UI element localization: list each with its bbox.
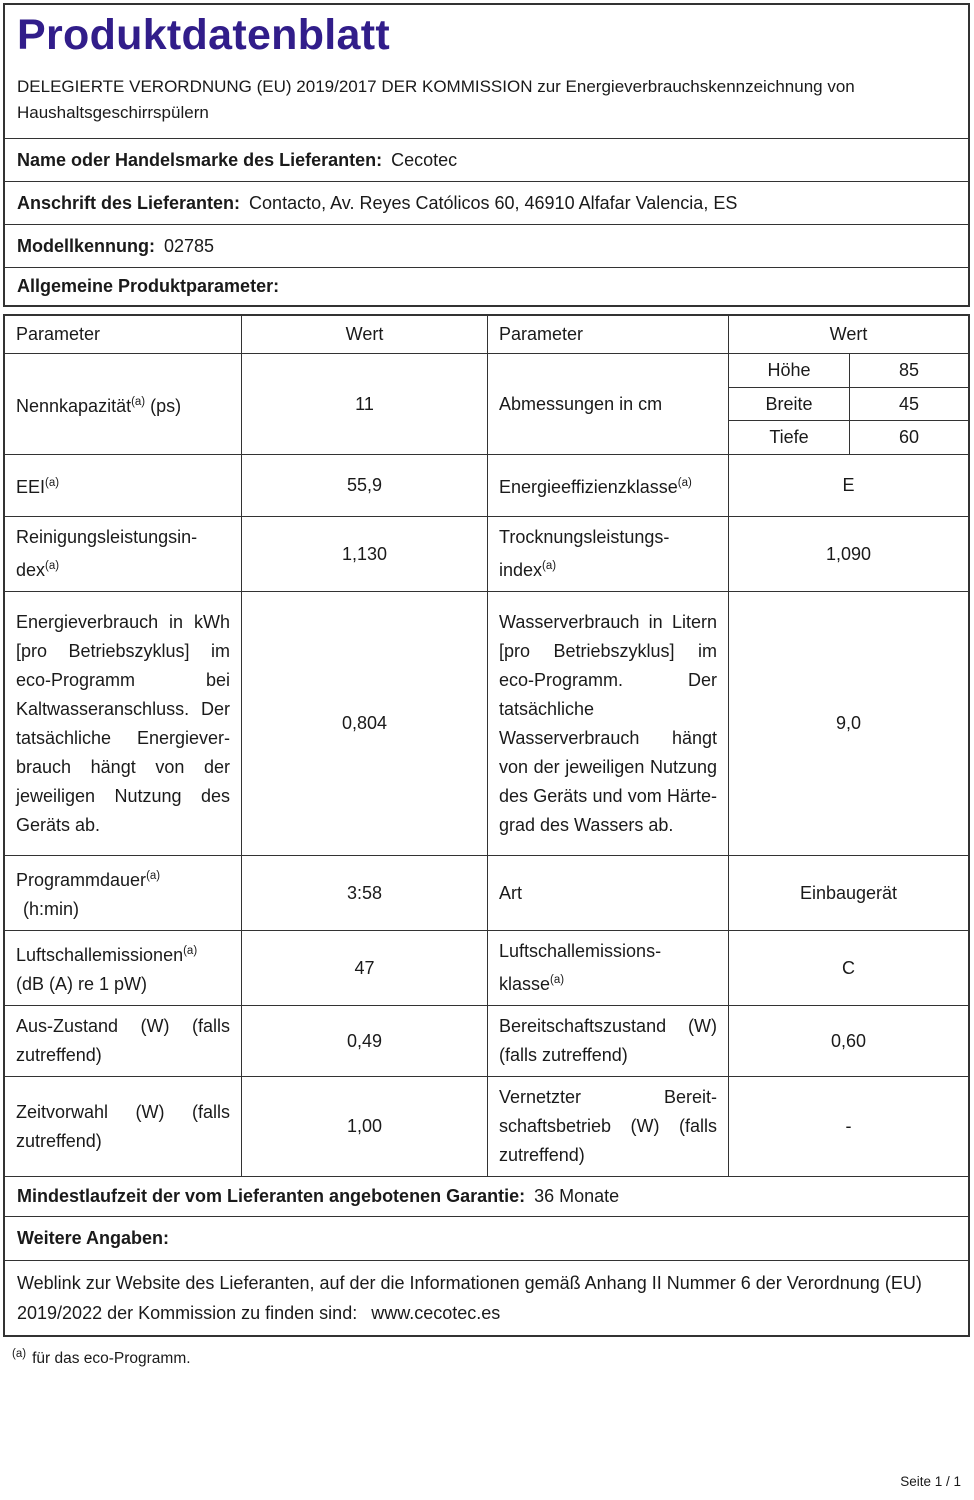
- dimension-row-tiefe: [729, 420, 968, 454]
- garantie-label: Mindestlaufzeit der vom Lieferanten angebotenen Garantie:: [17, 1186, 526, 1206]
- wasserverbrauch-label: Wasserverbrauch in Litern [pro Betriebszyklus] im eco-Programm. Der tatsächliche Wasserverbrauch hängt von der jeweiligen Nutzung des Geräts und vom Härtegrad des Wassers ab.: [488, 592, 729, 855]
- tiefe-value: 60: [898, 427, 920, 448]
- header-parameter-right: Parameter: [488, 316, 729, 353]
- breite-label: Breite: [729, 388, 850, 421]
- abmessungen-label: Abmessungen in cm: [488, 354, 729, 454]
- trocknungsleistungsindex-value: 1,090: [825, 543, 872, 564]
- model-id-value: 02785: [164, 235, 215, 256]
- energieverbrauch-value: 0,804: [242, 592, 488, 855]
- reinigungsleistungsindex-value: 1,130: [242, 517, 488, 591]
- row-reinigungsleistungsindex: [5, 516, 968, 591]
- row-programmdauer: [5, 855, 968, 930]
- info-row-model-id: [5, 224, 968, 267]
- page-title: Produktdatenblatt: [17, 11, 390, 59]
- luftschallemissionen-value: 47: [242, 931, 488, 1005]
- nennkapazitaet-label: Nennkapazität$^{(a)}$ (ps): [5, 354, 242, 454]
- weblink-url: www.cecotec.es: [371, 1303, 501, 1323]
- art-label: Art: [488, 856, 729, 930]
- energieeffizienzklasse-label: Energieeffizienzklasse$^{(a)}$: [488, 455, 729, 516]
- footnote: [12, 1348, 974, 1368]
- breite-value: 45: [898, 393, 920, 414]
- row-eei: [5, 454, 968, 516]
- eei-label: EEI$^{(a)}$: [5, 455, 242, 516]
- info-row-supplier-address: [5, 181, 968, 224]
- row-weitere-angaben: [5, 1216, 968, 1260]
- programmdauer-label: Programmdauer$^{(a)}$ (h:min): [5, 856, 242, 930]
- luftschallemissionen-label: Luftschallemissionen$^{(a)}$ (dB (A) re 1 pW): [5, 931, 242, 1005]
- supplier-address-label: Anschrift des Lieferanten:: [17, 192, 241, 213]
- vernetzter-bereitschaftsbetrieb-label: Vernetzter Bereitschaftsbetrieb (W) (falls zutreffend): [488, 1077, 729, 1176]
- reinigungsleistungsindex-label: Reinigungsleistungsindex$^{(a)}$: [5, 517, 242, 591]
- supplier-name-label: Name oder Handelsmarke des Lieferanten:: [17, 149, 383, 170]
- parameter-table: [3, 314, 970, 1337]
- row-nennkapazitaet: [5, 353, 968, 454]
- weitere-angaben-label: Weitere Angaben:: [17, 1228, 170, 1248]
- page-number: Seite 1 / 1: [900, 1474, 961, 1489]
- header-parameter-left: Parameter: [5, 316, 242, 353]
- row-luftschallemissionen: [5, 930, 968, 1005]
- zeitvorwahl-value: 1,00: [242, 1077, 488, 1176]
- general-parameters-label: Allgemeine Produktparameter:: [17, 276, 280, 296]
- supplier-address-value: Contacto, Av. Reyes Católicos 60, 46910 Alfafar Valencia, ES: [249, 192, 738, 213]
- title-block: [5, 5, 968, 138]
- row-garantie: [5, 1176, 968, 1216]
- abmessungen-dimensions: [729, 354, 968, 454]
- footnote-marker: (a): [12, 1348, 27, 1360]
- weblink-label: Weblink zur Website des Lieferanten, auf der die Informationen gemäß Anhang II Nummer 6 der Verordnung (EU) 2019/2022 der Kommission zu finden sind:: [17, 1273, 922, 1323]
- garantie-value: 36 Monate: [534, 1186, 620, 1206]
- header-table: [3, 3, 970, 307]
- zeitvorwahl-label: Zeitvorwahl (W) (falls zutreffend): [5, 1077, 242, 1176]
- page-subtitle: DELEGIERTE VERORDNUNG (EU) 2019/2017 DER KOMMISSION zur Energieverbrauchskennzeichnung von Haushaltsgeschirrspülern: [17, 77, 855, 122]
- eei-value: 55,9: [242, 455, 488, 516]
- aus-zustand-value: 0,49: [242, 1006, 488, 1076]
- dimension-row-breite: [729, 387, 968, 421]
- trocknungsleistungsindex-label: Trocknungsleistungsindex$^{(a)}$: [488, 517, 729, 591]
- row-verbrauch: [5, 591, 968, 855]
- header-wert-right: Wert: [829, 324, 868, 344]
- row-weblink: [5, 1260, 968, 1335]
- model-id-label: Modellkennung:: [17, 235, 155, 256]
- bereitschaftszustand-label: Bereitschaftszustand (W) (falls zutreffend): [488, 1006, 729, 1076]
- programmdauer-value: 3:58: [242, 856, 488, 930]
- luftschallemissionsklasse-value: C: [842, 957, 855, 978]
- header-wert-left: Wert: [242, 316, 488, 353]
- table-header-row: [5, 316, 968, 353]
- aus-zustand-label: Aus-Zustand (W) (falls zutreffend): [5, 1006, 242, 1076]
- energieverbrauch-label: Energieverbrauch in kWh [pro Betriebszyklus] im eco-Programm bei Kaltwasseranschluss. Der tatsächliche Energieverbrauch hängt von der jeweiligen Nutzung des Geräts ab.: [5, 592, 242, 855]
- luftschallemissionsklasse-label: Luftschallemissionsklasse$^{(a)}$: [488, 931, 729, 1005]
- hoehe-value: 85: [898, 359, 920, 380]
- tiefe-label: Tiefe: [729, 421, 850, 454]
- hoehe-label: Höhe: [729, 354, 850, 387]
- bereitschaftszustand-value: 0,60: [830, 1030, 867, 1051]
- nennkapazitaet-value: 11: [242, 354, 488, 454]
- dimension-row-hoehe: [729, 354, 968, 387]
- supplier-name-value: Cecotec: [391, 149, 458, 170]
- wasserverbrauch-value: 9,0: [835, 713, 862, 733]
- row-zeitvorwahl: [5, 1076, 968, 1176]
- footnote-text: für das eco-Programm.: [32, 1350, 191, 1368]
- art-value: Einbaugerät: [799, 882, 898, 903]
- energieeffizienzklasse-value: E: [842, 475, 855, 495]
- info-row-supplier-name: [5, 138, 968, 181]
- info-row-general-parameters: [5, 267, 968, 305]
- vernetzter-bereitschaftsbetrieb-value: -: [845, 1116, 852, 1136]
- row-aus-zustand: [5, 1005, 968, 1076]
